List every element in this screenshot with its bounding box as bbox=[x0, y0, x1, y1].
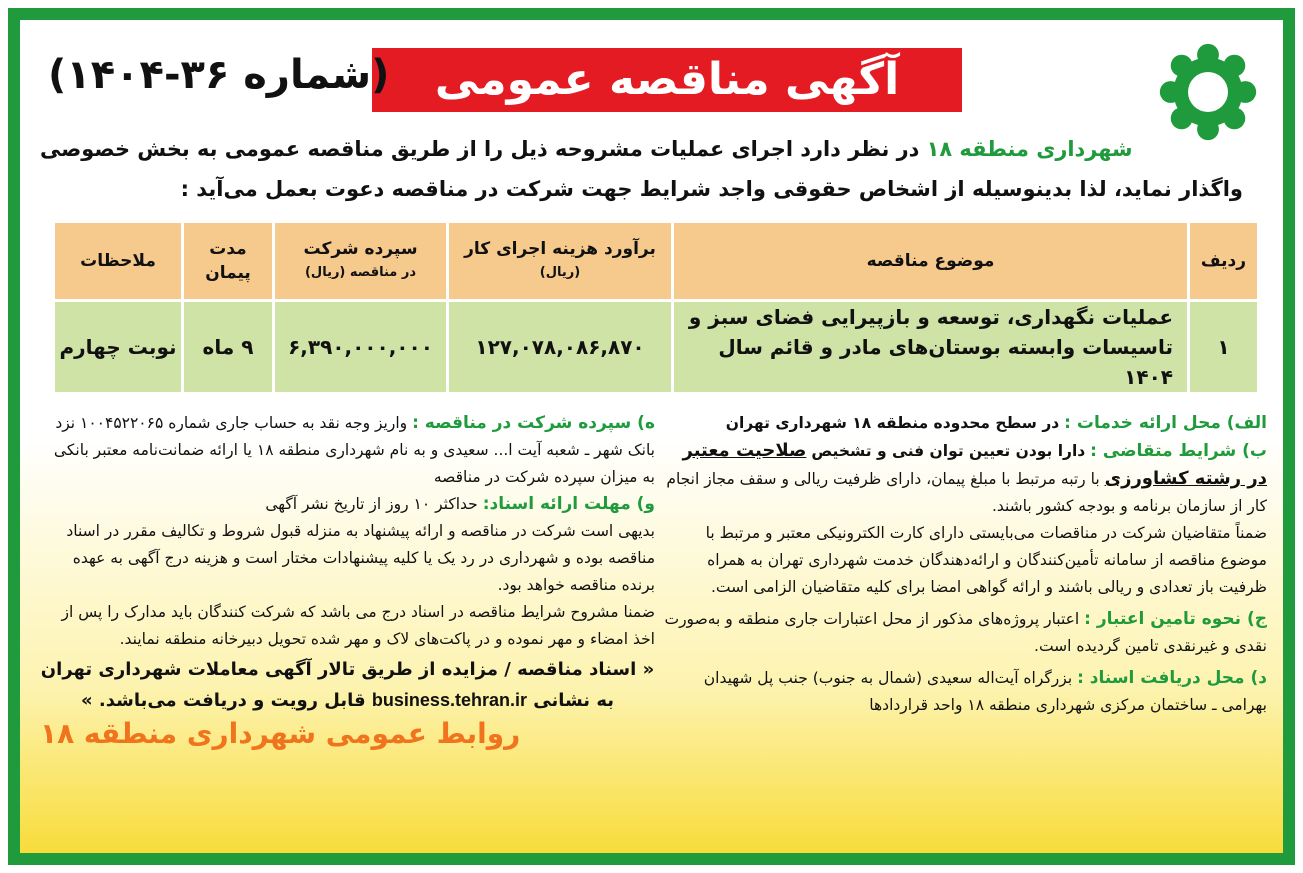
section-d-label: د) محل دریافت اسناد : bbox=[1077, 668, 1267, 688]
notice-line-1: « اسناد مناقصه / مزایده از طریق تالار آگهی معاملات شهرداری تهران bbox=[40, 659, 655, 680]
section-b-bold: دارا بودن تعیین توان فنی و تشخیص bbox=[811, 442, 1086, 460]
cell-notes: نوبت چهارم bbox=[55, 302, 181, 392]
cell-deposit: ۶,۳۹۰,۰۰۰,۰۰۰ bbox=[275, 302, 446, 392]
section-f-label: و) مهلت ارائه اسناد: bbox=[482, 494, 655, 514]
deposit-unit: در مناقصه (ریال) bbox=[304, 265, 417, 280]
intro-text-line-2 bbox=[40, 170, 1243, 208]
duration-label-2: پیمان bbox=[205, 263, 251, 283]
business-url-link[interactable]: business.tehran.ir bbox=[371, 690, 527, 710]
section-b-underlined: صلاحیت معتبر در رشته کشاورزی bbox=[682, 440, 1267, 489]
section-b-label: ب) شرایط متقاضی : bbox=[1090, 441, 1267, 461]
intro-line-1: در نظر دارد اجرای عملیات مشروحه ذیل را از طریق مناقصه عمومی به بخش خصوصی bbox=[40, 137, 928, 161]
header-notes: ملاحظات bbox=[55, 223, 181, 299]
cell-estimate: ۱۲۷,۰۷۸,۰۸۶,۸۷۰ bbox=[449, 302, 671, 392]
section-b-text-2: ضمناً متقاضیان شرکت در مناقصات می‌بایستی دارای کارت الکترونیکی معتبر و مرتبط با موضوع مناقصه از سامانه تأمین‌کنندگان و ارائه‌دهندگان خدمت شهرداری تهران به همراه ظرفیت باز تعدادی و ریالی باشند و ارائه گواهی امضا برای کلیه متقاضیان الزامی است. bbox=[705, 524, 1267, 596]
table-row bbox=[55, 302, 1257, 392]
paragraph-2: ضمنا مشروح شرایط مناقصه در اسناد درج می باشد که شرکت کنندگان باید مدارک را پس از اخذ امضاء و مهر نموده و در پاکت‌های لاک و مهر شده تحویل دبیرخانه منطقه نمایند. bbox=[61, 603, 655, 648]
header-row-number: ردیف bbox=[1190, 223, 1257, 299]
cell-duration: ۹ ماه bbox=[184, 302, 272, 392]
section-a-label: الف) محل ارائه خدمات : bbox=[1064, 413, 1267, 433]
cell-row-number: ۱ bbox=[1190, 302, 1257, 392]
section-b-text: با رتبه مرتبط با مبلغ پیمان، دارای ظرفیت ریالی و سقف مجاز انجام کار از سازمان برنامه و بودجه کشور باشند. bbox=[666, 470, 1267, 515]
intro-line-2: واگذار نماید، لذا بدینوسیله از اشخاص حقوقی واجد شرایط جهت شرکت در مناقصه دعوت بعمل می‌آید : bbox=[180, 177, 1243, 201]
paragraph-1: بدیهی است شرکت در مناقصه و ارائه پیشنهاد به منزله قبول شروط و تکالیف مقرر در اسناد مناقصه بوده و شهرداری در رد یک یا کلیه پیشنهادات مختار است و هزینه درج آگهی به عهده برنده مناقصه خواهد بود. bbox=[66, 522, 655, 594]
section-c-label: ج) نحوه تامین اعتبار : bbox=[1084, 609, 1267, 629]
header-estimate bbox=[449, 223, 671, 299]
estimate-unit: (ریال) bbox=[539, 265, 581, 280]
section-a bbox=[662, 410, 1267, 437]
tender-number: (شماره ۳۶-۱۴۰۴) bbox=[48, 52, 390, 98]
section-d bbox=[662, 665, 1267, 719]
estimate-label: برآورد هزینه اجرای کار bbox=[464, 239, 656, 259]
signature: روابط عمومی شهرداری منطقه ۱۸ bbox=[40, 717, 521, 750]
header-subject: موضوع مناقصه bbox=[674, 223, 1187, 299]
title-banner: آگهی مناقصه عمومی bbox=[372, 48, 962, 112]
intro-text-line-1 bbox=[40, 130, 1133, 168]
cell-subject bbox=[674, 302, 1187, 392]
section-e-label: ه) سپرده شرکت در مناقصه : bbox=[412, 413, 655, 433]
section-c-text: اعتبار پروژه‌های مذکور از محل اعتبارات جاری منطقه و به‌صورت نقدی و غیرنقدی تامین گردیده است. bbox=[664, 610, 1267, 655]
section-d-text: بزرگراه آیت‌اله سعیدی (شمال به جنوب) جنب پل شهیدان بهرامی ـ ساختمان مرکزی شهرداری منطقه ۱۸ واحد قراردادها bbox=[703, 669, 1267, 714]
subject-line-2: تاسیسات وابسته بوستان‌های مادر و قائم سال ۱۴۰۴ bbox=[718, 335, 1173, 389]
subject-line-1: عملیات نگهداری، توسعه و بازپیرایی فضای سبز و bbox=[688, 305, 1173, 329]
intro-line-1-wrap bbox=[40, 130, 1133, 168]
notice-frame bbox=[8, 8, 1295, 865]
tender-table bbox=[52, 220, 1260, 395]
conditions-right-column bbox=[662, 410, 1267, 719]
documents-notice bbox=[40, 655, 655, 716]
section-e-text: واریز وجه نقد به حساب جاری شماره ۱۰۰۴۵۲۲۰۶۵ نزد بانک شهر ـ شعبه آیت ا... سعیدی و به نام شهرداری منطقه ۱۸ یا ارائه ضمانت‌نامه معتبر بانکی به میزان سپرده شرکت در مناقصه bbox=[53, 414, 655, 486]
duration-label-1: مدت bbox=[209, 239, 247, 259]
organization-name: شهرداری منطقه ۱۸ bbox=[927, 137, 1133, 161]
conditions-left-column bbox=[40, 410, 655, 750]
deposit-label: سپرده شرکت bbox=[303, 239, 418, 259]
header-deposit bbox=[275, 223, 446, 299]
notice-line-2b: قابل رویت و دریافت می‌باشد. » bbox=[80, 690, 366, 711]
table-header-row bbox=[55, 223, 1257, 299]
tehran-municipality-logo bbox=[1143, 42, 1273, 142]
section-e bbox=[40, 410, 655, 491]
notice-line-2a: به نشانی bbox=[533, 690, 615, 711]
section-f-text: حداکثر ۱۰ روز از تاریخ نشر آگهی bbox=[265, 495, 478, 513]
header-duration bbox=[184, 223, 272, 299]
section-a-text: در سطح محدوده منطقه ۱۸ شهرداری تهران bbox=[725, 414, 1060, 432]
section-f bbox=[40, 491, 655, 518]
section-c bbox=[662, 606, 1267, 660]
section-b bbox=[662, 437, 1267, 520]
